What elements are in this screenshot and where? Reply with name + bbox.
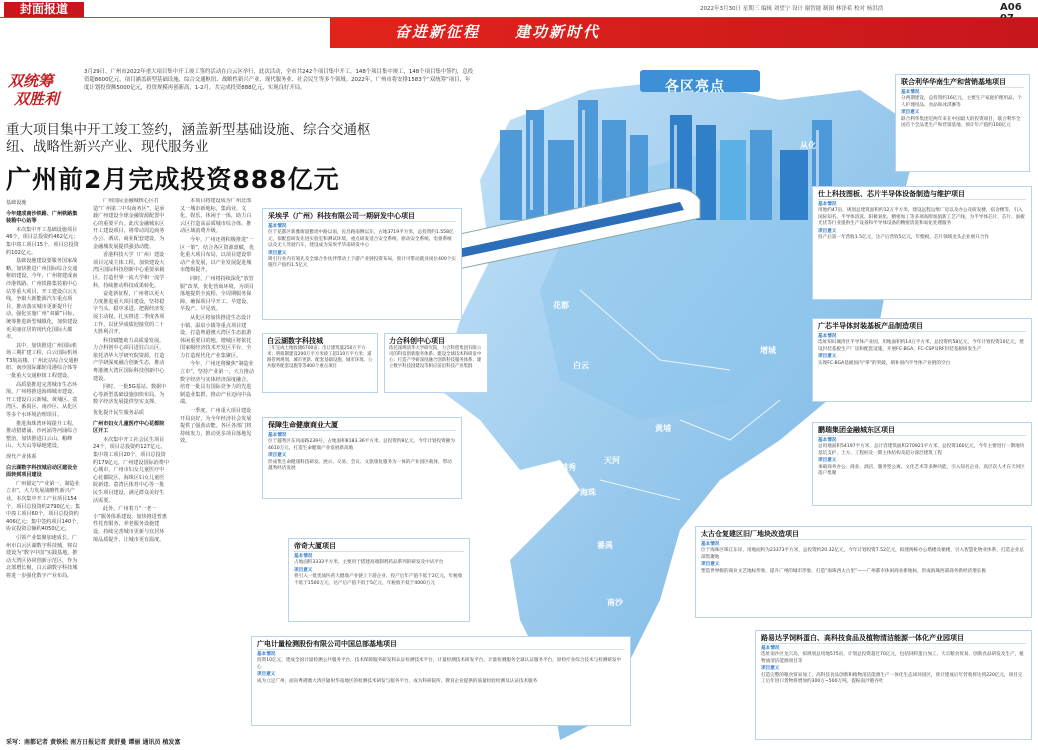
section-label: 项目意义 <box>701 562 720 568</box>
section-text: 位于花都区新雅街道雅瑶中路以南，民昌路南侧以东，占地3719平方米，总投资约1.558亿元，拟配套研发先进实验室和测试环境，重点研发适合安全系统、驱动安全系统、电驱系统以及无人驾驶汽车，建设成为采埃孚华南研发中心 <box>268 230 454 249</box>
project-box-baiyunhu <box>262 333 378 393</box>
section-text: 位于越秀区东风南路239号，占地面积8183.36平方米，总投资约8亿元，今年计划投资额为4610万元，打造生命健康产业发展新高地 <box>268 439 455 451</box>
project-box-taiguchang <box>695 526 1032 618</box>
section-text: 依托深圳清华大学研究院，力合科创集团有限公司的科技创新服务体系；建设全球技术和研发中心；打造产学研深度融合创新科技服务体系；建立数字科技园建设等相应前沿科技产业集群 <box>389 346 482 369</box>
header-info: 2022年3月30日 星期三 编辑 刘望宁 设计 谢智能 制图 林泽希 校对 杨洪浩 <box>700 6 884 12</box>
article-column-1 <box>6 197 82 725</box>
section-heading: 广州市妇女儿童医疗中心花都院区开工 <box>93 420 165 435</box>
page-number: A06 <box>1000 2 1022 13</box>
section-label: 项目意义 <box>294 567 313 573</box>
article-paragraph: 广州锚定“产业第一、制造业立市”，大力发展战略性新兴产业。本次集中开工产业项目154个，项目总投资约2790亿元；集中竣工项目60个，项目总投资约406亿元；集中签约项目140个，协议投资总额约4050亿元。 <box>6 480 82 533</box>
section-text: 联合利华集团近两年来在中国最大的投资项目，联合利华全国首个全品类生产和营销基地，预计年产值约100亿元 <box>901 116 1021 129</box>
section-label: 基本情况 <box>818 202 837 207</box>
article-paragraph: 本次集中开工社会民生项目24个，项目总投资约127亿元。集中竣工项目20个，项目总投资约179亿元，广州建设国际消费中心城市，广州市妇女儿童医疗中心花都院区、海珠区妇女儿童医院新建、荔湾区体育中心等一批民生项目建设，满足群众美好生活需要。 <box>93 436 169 504</box>
project-title: 采埃孚（广州）科技有限公司一期研发中心项目 <box>268 211 456 222</box>
project-title: 广电计量检测股份有限公司中国总部基地项目 <box>257 639 625 650</box>
section-label: 项目意义 <box>761 666 780 672</box>
article-paragraph: 从化区将加快推进生态设计小镇、温泉小镇等重点项目建设，打造粤港澳大湾区生态旅游休闲重要目的地。增城区将依托国家级经济技术开发区平台，全力打造现代化产业集聚区。 <box>180 314 252 359</box>
article-column-3 <box>180 198 256 726</box>
section-label: 基本情况 <box>818 334 837 339</box>
section-text: 成为立足广州，面向粤港澳大湾区辐射华南地区的检测技术研发与服务平台，成为科研院所、教育企业提供的质量检验检测及认证技术服务 <box>257 678 538 684</box>
section-heading: 优化提升民生服务品质 <box>93 410 144 417</box>
project-title: 太古仓复建区旧厂地块改造项目 <box>701 529 1026 540</box>
section-text: 位于海珠区珠江东岸，用地面积为23373平方米，总投资约20.32亿元，今年计划投资7.52亿元，拟建两栋办公塔楼及裙楼，引入智慧化物业体系，打造企业总部集聚地 <box>701 548 1024 560</box>
project-box-shishang <box>812 186 1032 300</box>
article-paragraph: 本次集中开工基础设施项目46个，项目总投资约462亿元；集中竣工项目15个，项目总投资约102亿元。 <box>6 226 79 256</box>
project-title: 联合利华华南生产和营销基地项目 <box>901 77 1024 88</box>
section-heading: 现代产业体系 <box>6 454 37 460</box>
logo-line-2: 双胜利 <box>14 90 60 108</box>
lead-paragraph: 3月29日，广州市2022年重大项目集中开工竣工签约活动在白云区举行，此次活动，全市共242个项目集中开工，148个项目集中竣工，148个项目集中签约，总投资超8600亿元，项目涵盖新型基础设施、综合交通枢纽、战略性新兴产业、现代服务业、社会民生等多个领域。2022年，广州市将安排1583个“双统筹”项目，年度计划投资额5000亿元，投资规模再创新高，1-2月，共完成投资888亿元，实现良好开局。 <box>84 69 474 91</box>
project-box-zf <box>262 208 462 320</box>
section-text: 塑造世界级的商业文艺地标形象，提升广州的城市形象，打造“海珠西太古里”——广州都市休闲商业新地标，形成海珠西部商务新经济增长极 <box>701 568 986 574</box>
article-paragraph: 今年，广州还将聚焦“制造业立市”，坚持产业第一，大力推动数字经济与实体经济深度融合，培育一批具有国际竞争力的先进制造业集群，推动产业迈向中高端。 <box>180 361 254 406</box>
section-label: 基本情况 <box>294 554 313 559</box>
project-title: 广芯半导体封装基板产品制造项目 <box>818 321 1026 332</box>
section-label: 基本情况 <box>761 646 780 651</box>
section-label: 基本情况 <box>257 652 276 657</box>
section-label: 基本情况 <box>268 224 287 229</box>
area-highlights-title: 各区亮点 <box>665 79 725 95</box>
district-label-zengcheng: 增城 <box>760 346 776 355</box>
section-label: 项目意义 <box>818 228 837 234</box>
district-label-liwan: 荔湾 <box>532 491 548 500</box>
district-label-yuexiu: 越秀 <box>560 463 576 472</box>
logo-line-1: 双统筹 <box>8 72 54 90</box>
project-title: 白云湖数字科技城 <box>267 337 323 345</box>
section-label: 项目意义 <box>257 672 276 678</box>
article-paragraph: 引领产业集聚加速成长。广州市白云区湖数字科技城，将以建设为“数字中国”实践基地，推动大湾区协同创新示范区，作为北部增长极，白云湖数字科技城将进一步强化数字产业布局。 <box>6 534 78 579</box>
project-title: 仕上科技图板、芯片半导体设备制造与维护项目 <box>818 189 1026 200</box>
article-column-2 <box>93 198 169 726</box>
district-label-conghua: 从化 <box>800 141 816 150</box>
article-paragraph: 此外，广州着力“一老一小”服务体系建设，加快推进普惠性托育服务、养老服务设施建设，持续完善城市更新与宜居环境品质提升，让城市更有温度。 <box>93 506 167 543</box>
article-paragraph: 今年，广州还将积极推进“一区一策”，结合各区资源禀赋，优化重大项目布局，以项目建设带动产业发展，以产业发展促进城市能级提升。 <box>180 236 254 274</box>
section-label: 项目意义 <box>268 453 287 459</box>
article-paragraph: 基础设施建设要服务国家战略，加快推进广州国际综合交通枢纽建设。今年，广州将建成南沙港铁路、广州铁路集装箱中心站等重大项目，开工建设白云五线，争取大新能源汽车重点项目，推动落实城市更新提升行动，强化实施广州“双碳”目标，统筹推进新型城镇化，加快建设更美丽宜居的现代化国际大都市。 <box>6 258 78 341</box>
article-paragraph: 香港科技大学（广州）建设项目完成主体工程，加快建设大湾区国际科技创新中心重要承载区，打造世界一流大学和一流学科，持续推动科技成果转化。 <box>93 252 165 289</box>
article-paragraph: 一季度，广州重大项目建设开局良好，为全年经济社会发展提供了强劲动能。各区各部门将持续发力，推动更多项目落地见效。 <box>180 408 252 445</box>
article-paragraph: 科技赋能助力高质量发展。力合科创中心项目进驻白云区，依托清华大学研究院资源，打造产学研深度融合创新生态，推动粤港澳大湾区国际科技创新中心建设。 <box>93 337 165 382</box>
slogan-left: 奋进新征程 <box>395 23 481 41</box>
byline-credit: 采写：南都记者 黄铁松 南方日报记者 黄舒曼 谭丽 通讯员 植发富 <box>6 739 181 746</box>
section-label: 项目意义 <box>818 354 837 360</box>
section-heading: 今年建成南沙铁路、广州铁路集装箱中心站等 <box>6 210 78 225</box>
section-text: 占地面积3333平方米，主要用于搭建高端制剂药品系列的研发及中试平台 <box>294 560 444 566</box>
project-title: 鹏瑞集团金融城东区项目 <box>818 425 1026 436</box>
project-title: 帝奇大厦项目 <box>294 541 464 552</box>
section-text: 选址知识城湾区半导体产业园，用地面积约14万平方米，总投资约58亿元，今年计划投资10亿元，建设封装基板生产厂房和配套设施，开展FC-BGA、FC-CSP及RF封装基板研发生产 <box>818 340 1024 352</box>
article-paragraph: 高质量推进完善城市生态环境。广州将推进海绵城市建设，开工建设白云新城、黄埔区、荔湾区、番禺区、南沙区、从化区等多个水环境治理项目。 <box>6 381 78 419</box>
section-label: 基本情况 <box>818 438 837 443</box>
section-label: 基本情况 <box>701 542 720 547</box>
section-text: 实现FC-BGA基板国内“零”的突破，填补国内半导体产业链的空白 <box>818 360 951 366</box>
district-label-huangpu: 黄埔 <box>655 424 671 433</box>
section-label: 项目意义 <box>818 458 837 464</box>
section-text: 投资10亿元，建成全国计量检测公共服务平台，技术保障服务研发和认证检测技术平台，计量检测技术研发平台，计量检测服务全球认证服务平台，原检疗业综合技术与检测研发中心 <box>257 658 622 670</box>
district-label-baiyun: 白云 <box>573 361 589 370</box>
section-text: 分两期建设，总投资约16亿元，主要生产家庭护理用品、个人护理用品、食品和冰淇淋等 <box>901 96 1022 108</box>
section-label: 项目意义 <box>901 110 920 116</box>
project-box-grgt <box>251 636 631 726</box>
district-label-huadu: 花都 <box>553 301 569 310</box>
project-title: 路易达孚饲料蛋白、高科技食品及植物清洁能源一体化产业园项目 <box>761 633 1026 644</box>
project-title: 力合科创中心项目 <box>389 337 445 345</box>
section-label: 基本情况 <box>268 433 287 438</box>
section-text: 打造完整的粮食贸易加工，高科技食品创新和植物清洁能源生产一体化生态闭环园区，预计建成后年营收将达到220亿元，项目完工后年进口货物将增加约300万~500万吨，提振南沙港吞吐 <box>761 672 1023 685</box>
section-text: 投产后第一年营收1.5亿元，达产后营收5亿元，年缴税、芯片领域龙头企业展开合作 <box>818 235 990 241</box>
section-text: 用地约47亩，规划总建筑面积约12万平方米，建设远程运维厂房以及办公及研发楼，宿舍楼等，引入国际知名、半导体清洗、阳极氧化、精密加工等多项高附加值新工艺产线，为半导体芯片、芯片、面板光伏等行业提供生产设备和半导体设备的精密清洗和氧化处理服务 <box>818 208 1025 227</box>
section-text: 总用地面积54197平方米，总计容建筑面积270921平方米，总投资160亿元，今年主要进行一期地块基坑支护、土方、工程桩及一期主体结构及超分深层建筑工程 <box>818 444 1025 456</box>
project-box-guangxin <box>812 318 1032 402</box>
section-text: 吸引行业内有领先及全球合作伙伴带动上下游产业链投资布局，预计可带动就业岗位400个实施年产值约1.5亿元 <box>268 257 456 269</box>
section-text: 将引入一批优质医药大健康产业链上下游企业，投产后年产值不低于2亿元，年税收不低于1500万元，达产后产值不低于5亿元，年税收不低于4000万元 <box>294 574 463 586</box>
section-text: 选址南沙区龙穴岛，拟规划总用地575亩，计划总投资超过70亿元，包括饲料蛋白加工、大宗粮食贸易、创新食品研发及生产，植物油清洁能源项目等 <box>761 652 1024 664</box>
district-label-nansha: 南沙 <box>607 598 623 607</box>
project-box-unilever <box>895 74 1030 172</box>
section-heading: 白云湖数字科技城启动区建设全面转到项目建设 <box>6 464 78 479</box>
district-label-panyu: 番禺 <box>597 541 613 550</box>
project-box-diqi <box>288 538 470 622</box>
headline: 广州前2月完成投资888亿元 <box>6 165 340 194</box>
project-box-pengrui <box>812 422 1032 506</box>
section-label: 项目意义 <box>268 250 287 256</box>
masthead: 封面报道 <box>4 2 84 17</box>
article-paragraph: 推进海珠湾环境提升工程，推动猎德涌、沙河涌等河涌综合整治，加快推进白云山、帽峰山、大夫山等绿地建设。 <box>6 420 78 450</box>
project-box-health-building <box>262 417 462 499</box>
section-text: 承载商务办公、商业、酒店、服务型公寓、文化艺术等多种功能，引入知名企业，高层次人才在天河区落户集聚 <box>818 464 1025 477</box>
project-title: 保障生命健康商业大厦 <box>268 420 456 431</box>
article-paragraph: 广州国际金融城核心区打造“广州第二中央商务区”，是承载广州建设全球金融资源配置中心的重要平台。此次金融城东区开工建设项目，将带动周边商务办公、酒店、商业配套建设，为金融城发展提供强劲动能。 <box>93 198 165 250</box>
project-box-lihe <box>384 333 488 393</box>
section-text: 三年完成土地收储6700亩；出让建筑量250万平方米；明拟制建设200万平方米竣工超110万平方米；道路管网规划、城市更新、配套基础设施、城市环境、公共服务配套设施等等400个重点项目 <box>267 346 373 369</box>
district-label-haizhu: 海珠 <box>580 488 596 497</box>
subheadline: 重大项目集中开工竣工签约，涵盖新型基础设施、综合交通枢纽、战略性新兴产业、现代服务业 <box>6 122 371 155</box>
section-text: 形成集生命健康科技研发、展示、交易、会议、文旅康复服务为一体的产业园区载体，带动越秀经济发展 <box>268 459 452 472</box>
section-label: 基本情况 <box>901 90 920 95</box>
article-paragraph: 同时，广州将持续深化“放管服”改革，优化营商环境，为项目落地提供全流程、全周期服务保障，确保项目早开工、早建设、早投产、早见效。 <box>180 275 254 313</box>
slogan-right: 建功新时代 <box>515 23 601 41</box>
project-box-louis-dreyfus <box>755 630 1032 740</box>
article-paragraph: 其中，加快推进广州国际机场三期扩建工程、白云国际机场T3航站楼、广州北站综合交通枢纽、南沙国际邮轮母港综合体等一批重大交通枢纽工程建设。 <box>6 342 79 380</box>
district-label-tianhe: 天河 <box>604 456 620 465</box>
article-paragraph: 同时，一批5G基站、数据中心等新型基础设施加快布局，为数字经济发展提供坚实支撑。 <box>93 384 167 406</box>
section-heading: 基础设施 <box>6 200 27 206</box>
article-paragraph: 奋进新征程，广州将以更大力度推进重大项目建设，坚持稳字当头、稳中求进，把握经济发展主动权，扎实推进二季度各项工作，以优异成绩迎接党的二十大胜利召开。 <box>93 291 165 336</box>
article-paragraph: 本项目将建设成为广州北部又一城市新地标，集商业、文化、娱乐、休闲于一体，助力白云区打造高品质城市综合体，推动区域消费升级。 <box>180 198 252 235</box>
